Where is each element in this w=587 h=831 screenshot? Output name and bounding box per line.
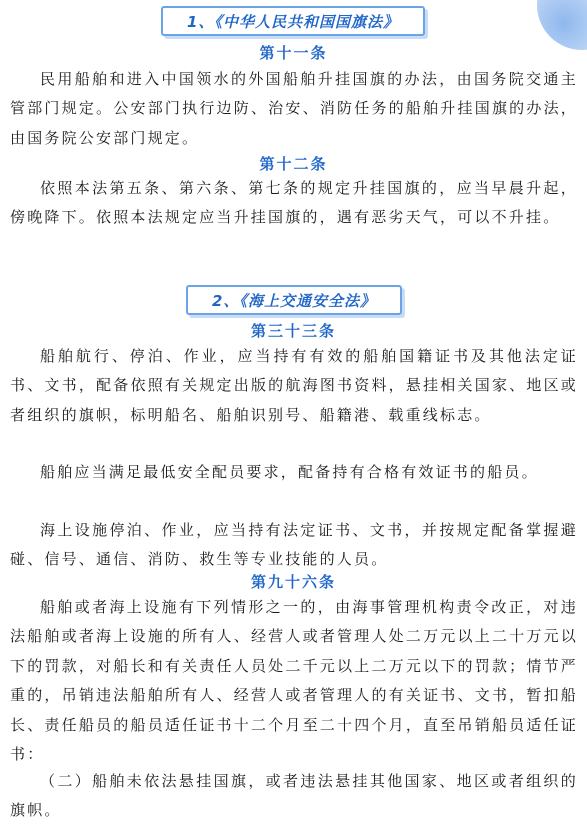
article-title-33: 第三十三条 [250, 322, 336, 340]
article-12-paragraph: 依照本法第五条、第六条、第七条的规定升挂国旗的，应当早晨升起，傍晚降下。依照本法规定应当升挂国旗的，遇有恶劣天气，可以不升挂。 [10, 179, 578, 227]
article-title-12: 第十二条 [259, 155, 328, 173]
article-33-paragraph-2: 船舶应当满足最低安全配员要求，配备持有合格有效证书的船员。 [40, 463, 539, 481]
article-96-item-2: （二）船舶未依法悬挂国旗，或者违法悬挂其他国家、地区或者组织的旗帜。 [10, 772, 578, 820]
article-33-paragraph-3: 海上设施停泊、作业，应当持有法定证书、文书，并按规定配备掌握避碰、信号、通信、消防、救生等专业技能的人员。 [10, 521, 578, 569]
article-title-11: 第十一条 [259, 44, 328, 62]
section-heading-flag-law: 1、《中华人民共和国国旗法》 [161, 6, 425, 36]
section-heading-maritime-safety-law: 2、《海上交通安全法》 [186, 285, 402, 315]
article-96-paragraph-1: 船舶或者海上设施有下列情形之一的，由海事管理机构责令改正，对违法船舶或者海上设施的所有人、经营人或者管理人处二万元以上二十万元以下的罚款，对船长和有关责任人员处二千元以上二万元以下的罚款；情节严重的，吊销违法船舶所有人、经营人或者管理人的有关证书、文书，暂扣船长、责任船员的船员适任证书十二个月至二十四个月，直至吊销船员适任证书： [10, 598, 578, 764]
article-title-96: 第九十六条 [250, 573, 336, 591]
article-33-paragraph-1: 船舶航行、停泊、作业，应当持有有效的船舶国籍证书及其他法定证书、文书，配备依照有关规定出版的航海图书资料，悬挂相关国家、地区或者组织的旗帜，标明船名、船舶识别号、船籍港、载重线标志。 [10, 347, 578, 424]
article-11-paragraph: 民用船舶和进入中国领水的外国船舶升挂国旗的办法，由国务院交通主管部门规定。公安部门执行边防、治安、消防任务的船舶升挂国旗的办法，由国务院公安部门规定。 [10, 70, 578, 147]
